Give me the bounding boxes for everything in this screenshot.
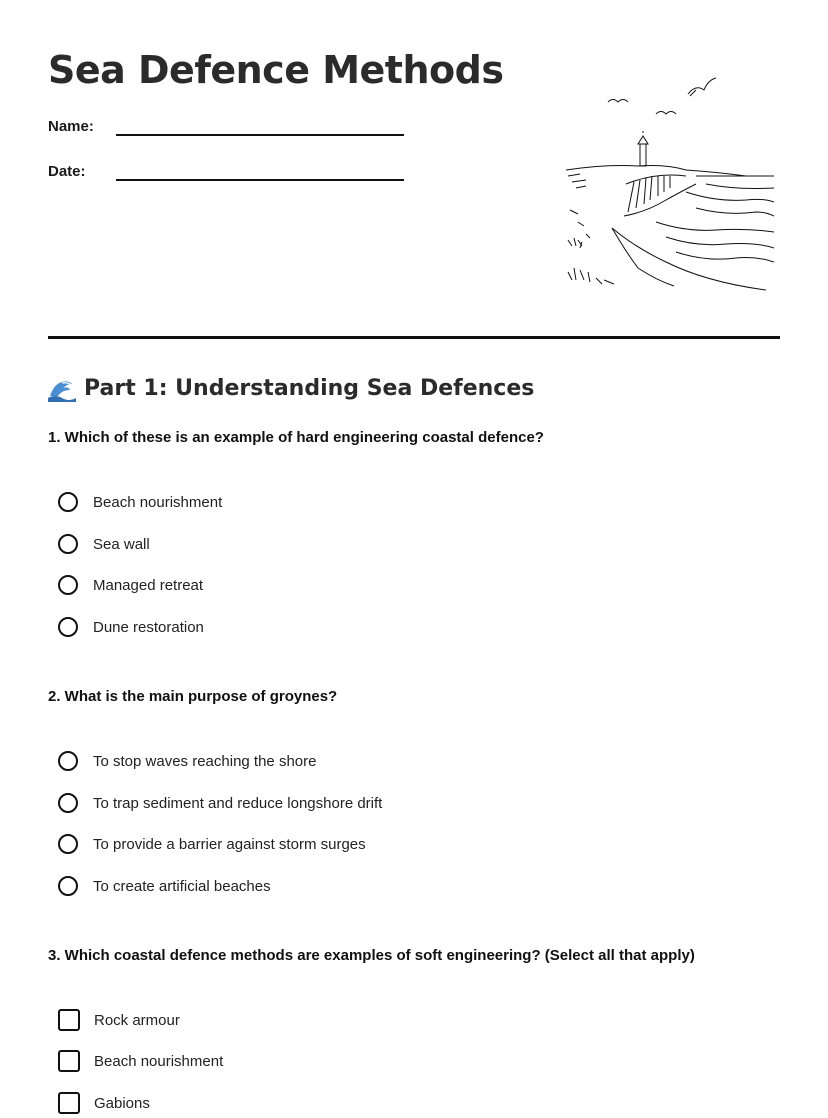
q1-option[interactable] (58, 617, 204, 637)
name-label: Name: (48, 118, 94, 135)
radio-button[interactable] (58, 793, 78, 813)
date-label: Date: (48, 163, 86, 180)
question-1: 1. Which of these is an example of hard engineering coastal defence? (48, 429, 544, 446)
option-label: Gabions (94, 1094, 150, 1112)
radio-button[interactable] (58, 575, 78, 595)
option-label: To stop waves reaching the shore (93, 752, 317, 770)
q2-option[interactable] (58, 793, 382, 813)
page-title: Sea Defence Methods (48, 48, 504, 92)
option-label: Beach nourishment (94, 1052, 224, 1070)
radio-button[interactable] (58, 834, 78, 854)
q2-option[interactable] (58, 834, 366, 854)
q1-option[interactable] (58, 492, 222, 512)
option-label: To provide a barrier against storm surges (93, 835, 366, 853)
worksheet-page (48, 0, 780, 1118)
q3-option[interactable] (58, 1009, 180, 1031)
section-title-part1 (48, 374, 534, 402)
q3-option[interactable] (58, 1050, 223, 1072)
radio-button[interactable] (58, 876, 78, 896)
date-input-line[interactable] (116, 179, 404, 181)
section-divider (48, 336, 780, 339)
question-3: 3. Which coastal defence methods are examples of soft engineering? (Select all that apply) (48, 947, 695, 964)
checkbox[interactable] (58, 1050, 80, 1072)
water-wave-icon (48, 374, 76, 402)
q3-option[interactable] (58, 1092, 150, 1114)
option-label: Sea wall (93, 535, 150, 553)
checkbox[interactable] (58, 1092, 80, 1114)
section-title-text: Part 1: Understanding Sea Defences (84, 375, 535, 401)
name-field[interactable] (48, 118, 94, 135)
option-label: Rock armour (94, 1011, 180, 1029)
q2-option[interactable] (58, 751, 316, 771)
radio-button[interactable] (58, 492, 78, 512)
question-2: 2. What is the main purpose of groynes? (48, 688, 338, 705)
coastal-lighthouse-illustration (516, 72, 774, 298)
q1-option[interactable] (58, 575, 203, 595)
date-field[interactable] (48, 163, 86, 180)
option-label: To create artificial beaches (93, 877, 271, 895)
checkbox[interactable] (58, 1009, 80, 1031)
q2-option[interactable] (58, 876, 271, 896)
name-input-line[interactable] (116, 134, 404, 136)
option-label: Beach nourishment (93, 493, 223, 511)
option-label: To trap sediment and reduce longshore drift (93, 794, 383, 812)
radio-button[interactable] (58, 751, 78, 771)
option-label: Dune restoration (93, 618, 204, 636)
radio-button[interactable] (58, 617, 78, 637)
radio-button[interactable] (58, 534, 78, 554)
q1-option[interactable] (58, 534, 150, 554)
option-label: Managed retreat (93, 576, 204, 594)
